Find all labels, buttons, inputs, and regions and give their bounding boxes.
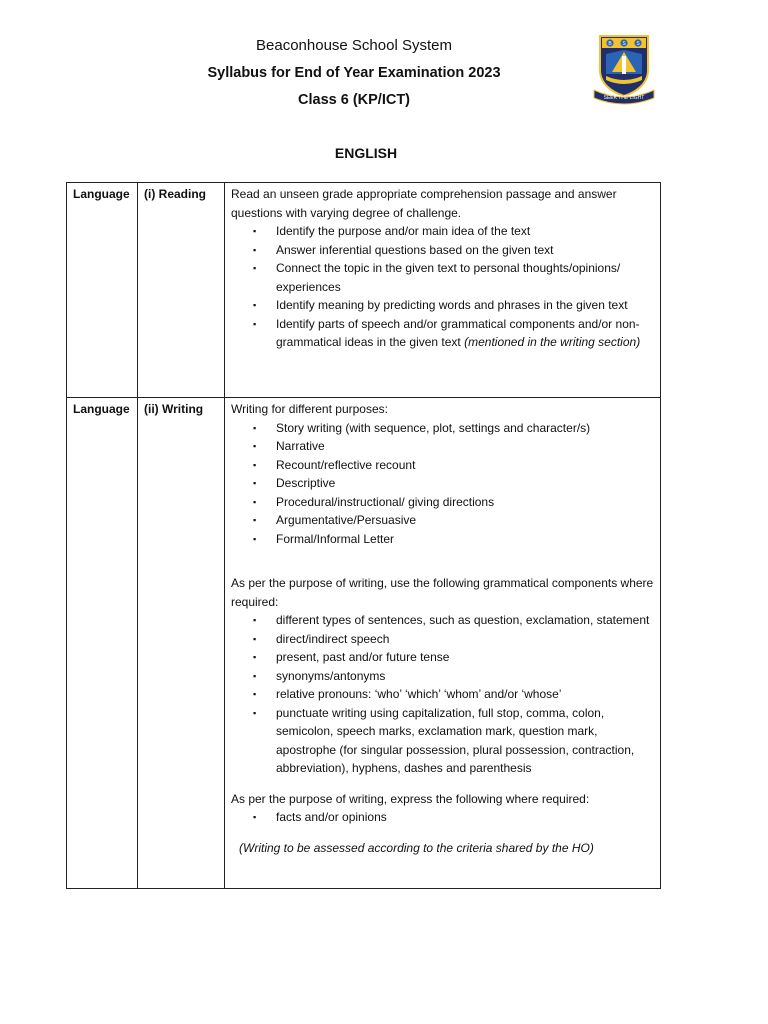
class-title: Class 6 (KP/ICT) bbox=[298, 92, 410, 108]
writing-purpose-list bbox=[231, 419, 654, 549]
grammar-list bbox=[231, 611, 654, 778]
writing-section-note: (mentioned in the writing section) bbox=[464, 335, 641, 349]
list-item: ▪ Identify the purpose and/or main idea of the text bbox=[231, 222, 654, 241]
crest-motto: SEEK THE LIGHT bbox=[603, 95, 645, 101]
list-item: ▪ Formal/Informal Letter bbox=[231, 530, 654, 549]
writing-intro: Writing for different purposes: bbox=[231, 402, 388, 416]
svg-text:B: B bbox=[608, 41, 612, 47]
table-row bbox=[67, 183, 661, 398]
area-cell: Language bbox=[67, 183, 138, 398]
reading-bullet-list bbox=[231, 222, 654, 352]
svg-text:S: S bbox=[636, 41, 640, 47]
skill-cell: (ii) Writing bbox=[138, 398, 225, 889]
content-cell bbox=[225, 183, 661, 398]
list-item: ▪ Identify meaning by predicting words and phrases in the given text bbox=[231, 296, 654, 315]
syllabus-table bbox=[66, 182, 661, 889]
subject-heading: ENGLISH bbox=[334, 145, 398, 161]
list-item: ▪ facts and/or opinions bbox=[231, 808, 654, 827]
list-item: ▪ direct/indirect speech bbox=[231, 630, 654, 649]
list-item: ▪ Answer inferential questions based on the given text bbox=[231, 241, 654, 260]
list-item: ▪ present, past and/or future tense bbox=[231, 648, 654, 667]
content-cell bbox=[225, 398, 661, 889]
list-item: ▪ Argumentative/Persuasive bbox=[231, 511, 654, 530]
list-item: ▪ Identify parts of speech and/or grammatical components and/or non-grammatical ideas in the given text (mentioned in the writing section) bbox=[231, 315, 654, 352]
list-item: ▪ relative pronouns: ‘who’ ‘which’ ‘whom’ and/or ‘whose’ bbox=[231, 685, 654, 704]
exam-title: Syllabus for End of Year Examination 2023 bbox=[207, 65, 501, 81]
list-item: ▪ Recount/reflective recount bbox=[231, 456, 654, 475]
school-crest-logo bbox=[592, 32, 656, 106]
list-item: ▪ punctuate writing using capitalization, full stop, comma, colon, semicolon, speech marks, exclamation mark, question mark, apostrophe (for singular possession, plural possession, contraction, abbreviation), hyphens, dashes and parenthesis bbox=[231, 704, 654, 778]
assessment-note: (Writing to be assessed according to the criteria shared by the HO) bbox=[239, 840, 594, 855]
svg-text:S: S bbox=[622, 41, 626, 47]
school-name: Beaconhouse School System bbox=[256, 37, 452, 54]
list-item: ▪ Procedural/instructional/ giving directions bbox=[231, 493, 654, 512]
area-cell: Language bbox=[67, 398, 138, 889]
list-item: ▪ different types of sentences, such as question, exclamation, statement bbox=[231, 611, 654, 630]
list-item: ▪ Narrative bbox=[231, 437, 654, 456]
list-item: ▪ Connect the topic in the given text to personal thoughts/opinions/ experiences bbox=[231, 259, 654, 296]
table-row bbox=[67, 398, 661, 889]
list-item: ▪ synonyms/antonyms bbox=[231, 667, 654, 686]
skill-cell: (i) Reading bbox=[138, 183, 225, 398]
reading-intro: Read an unseen grade appropriate comprehension passage and answer questions with varying degree of challenge. bbox=[231, 187, 617, 220]
express-intro: As per the purpose of writing, express the following where required: bbox=[231, 791, 590, 806]
list-item: ▪ Descriptive bbox=[231, 474, 654, 493]
grammar-intro: As per the purpose of writing, use the following grammatical components where required: bbox=[231, 576, 654, 609]
express-list bbox=[231, 808, 654, 827]
list-item: ▪ Story writing (with sequence, plot, settings and character/s) bbox=[231, 419, 654, 438]
